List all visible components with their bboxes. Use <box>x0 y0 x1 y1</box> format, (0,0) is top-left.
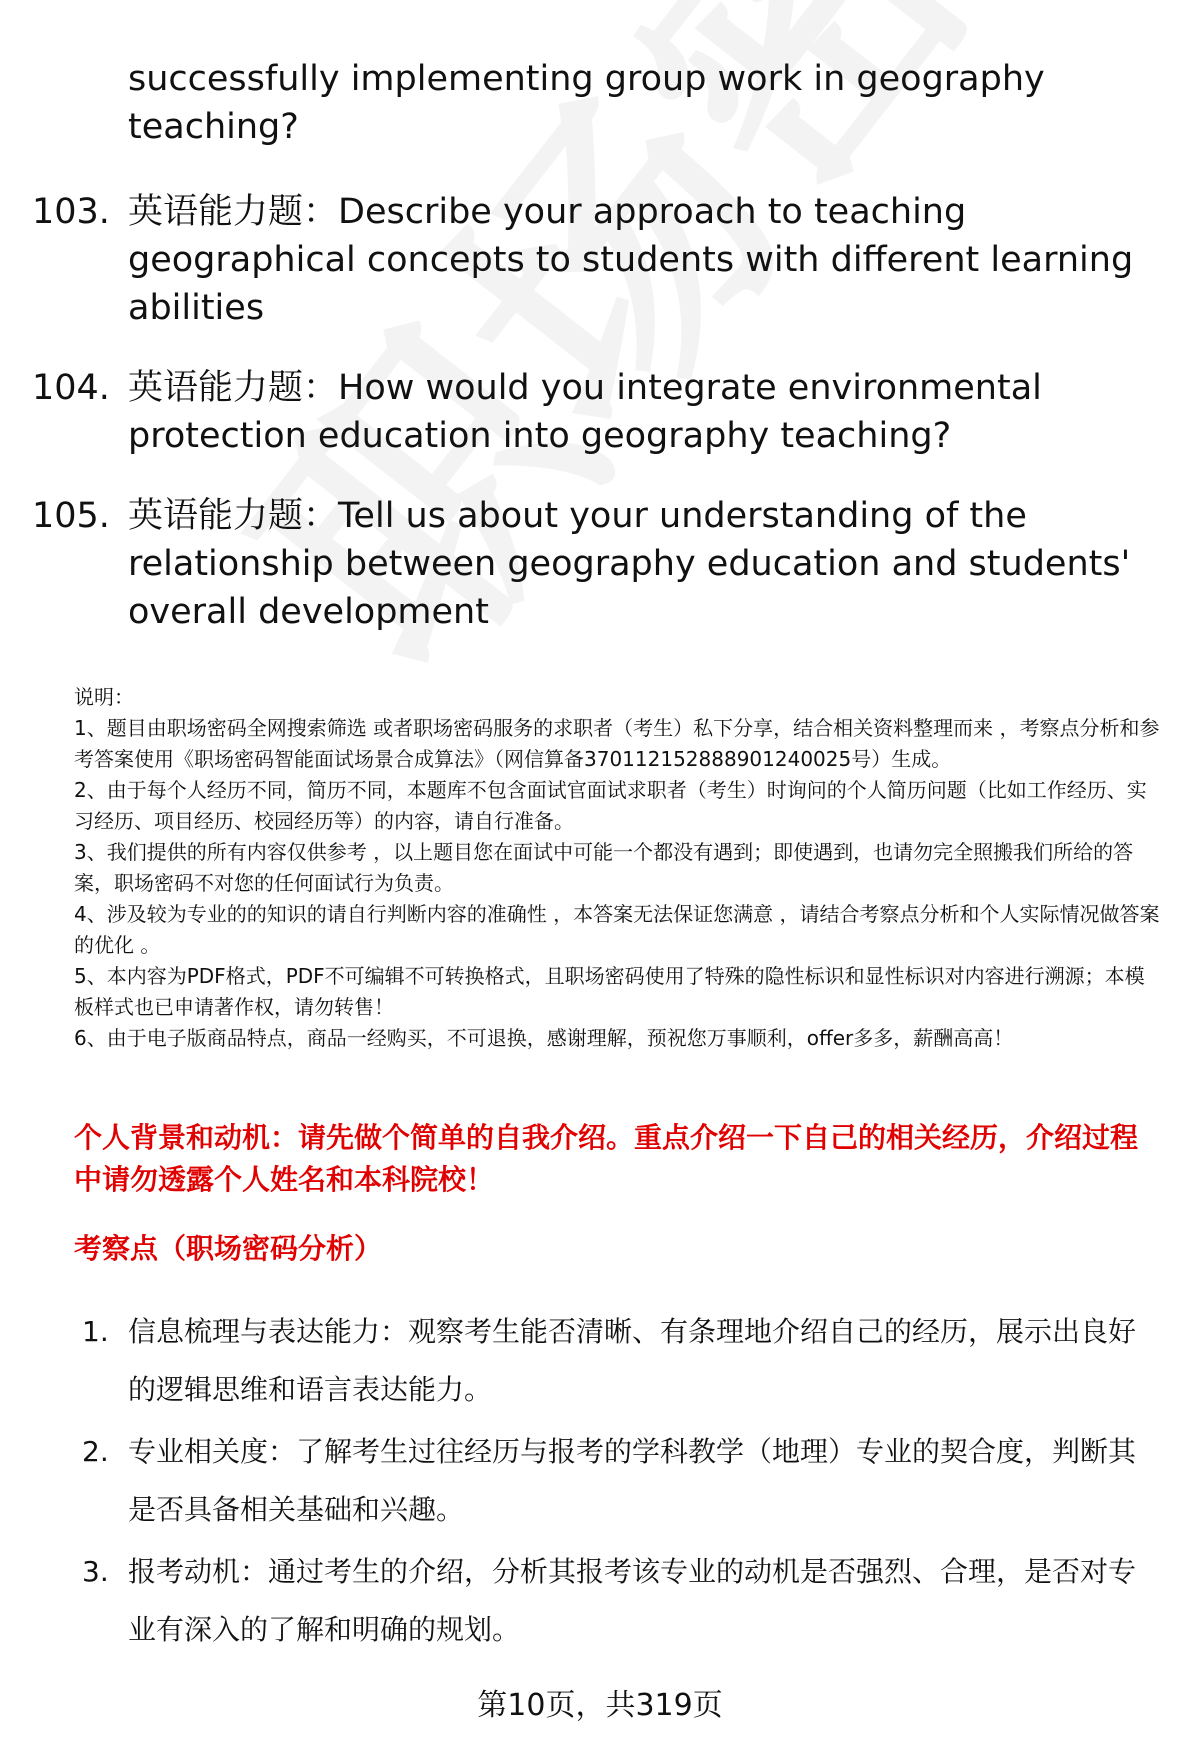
question-text: 英语能力题：Tell us about your understanding of the relationship between geography education and students' overall development <box>128 496 1131 632</box>
question-text: 英语能力题：How would you integrate environmental protection education into geography teaching? <box>128 368 1042 456</box>
point-text: 信息梳理与表达能力：观察考生能否清晰、有条理地介绍自己的经历，展示出良好的逻辑思维和语言表达能力。 <box>128 1315 1137 1406</box>
question-list <box>32 188 1172 668</box>
note-item: 5、本内容为PDF格式，PDF不可编辑不可转换格式，且职场密码使用了特殊的隐性标识和显性标识对内容进行溯源；本模板样式也已申请著作权，请勿转售！ <box>74 964 1145 1019</box>
question-item <box>32 188 1172 332</box>
point-text: 报考动机：通过考生的介绍，分析其报考该专业的动机是否强烈、合理，是否对专业有深入的了解和明确的规划。 <box>128 1555 1137 1646</box>
question-number: 104. <box>32 368 110 408</box>
question-item <box>32 364 1172 460</box>
point-text: 专业相关度：了解考生过往经历与报考的学科教学（地理）专业的契合度，判断其是否具备相关基础和兴趣。 <box>128 1435 1137 1526</box>
note-item: 6、由于电子版商品特点，商品一经购买，不可退换，感谢理解，预祝您万事顺利，offer多多，薪酬高高！ <box>74 1026 1014 1050</box>
note-item: 4、涉及较为专业的的知识的请自行判断内容的准确性 ，本答案无法保证您满意 ，请结合考察点分析和个人实际情况做答案的优化 。 <box>74 902 1160 957</box>
note-item: 3、我们提供的所有内容仅供参考 ，以上题目您在面试中可能一个都没有遇到；即使遇到，也请勿完全照搬我们所给的答案，职场密码不对您的任何面试行为负责。 <box>74 840 1134 895</box>
note-item: 2、由于每个人经历不同，简历不同，本题库不包含面试官面试求职者（考生）时询问的个人简历问题（比如工作经历、实习经历、项目经历、校园经历等）的内容，请自行准备。 <box>74 778 1147 833</box>
notes-title: 说明： <box>74 685 134 709</box>
point-number: 2. <box>82 1435 109 1468</box>
section-heading: 个人背景和动机：请先做个简单的自我介绍。重点介绍一下自己的相关经历，介绍过程中请勿透露个人姓名和本科院校！ <box>74 1121 1139 1196</box>
question-number: 105. <box>32 496 110 536</box>
analysis-point <box>82 1303 1162 1419</box>
analysis-point <box>82 1423 1162 1539</box>
section-subheading: 考察点（职场密码分析） <box>74 1232 383 1265</box>
page-footer: 第10页，共319页 <box>477 1688 723 1723</box>
point-number: 3. <box>82 1555 109 1588</box>
question-item <box>32 492 1172 636</box>
question-continuation: successfully implementing group work in geography teaching? <box>128 59 1045 147</box>
question-text: 英语能力题：Describe your approach to teaching geographical concepts to students with different learning abilities <box>128 192 1134 328</box>
analysis-point-list <box>82 1303 1162 1663</box>
note-item: 1、题目由职场密码全网搜索筛选 或者职场密码服务的求职者（考生）私下分享，结合相关资料整理而来 ，考察点分析和参考答案使用《职场密码智能面试场景合成算法》（网信算备370112152888901240025号）生成。 <box>74 716 1160 771</box>
question-number: 103. <box>32 192 110 232</box>
point-number: 1. <box>82 1315 109 1348</box>
notes-block <box>74 682 1164 1054</box>
analysis-point <box>82 1543 1162 1659</box>
